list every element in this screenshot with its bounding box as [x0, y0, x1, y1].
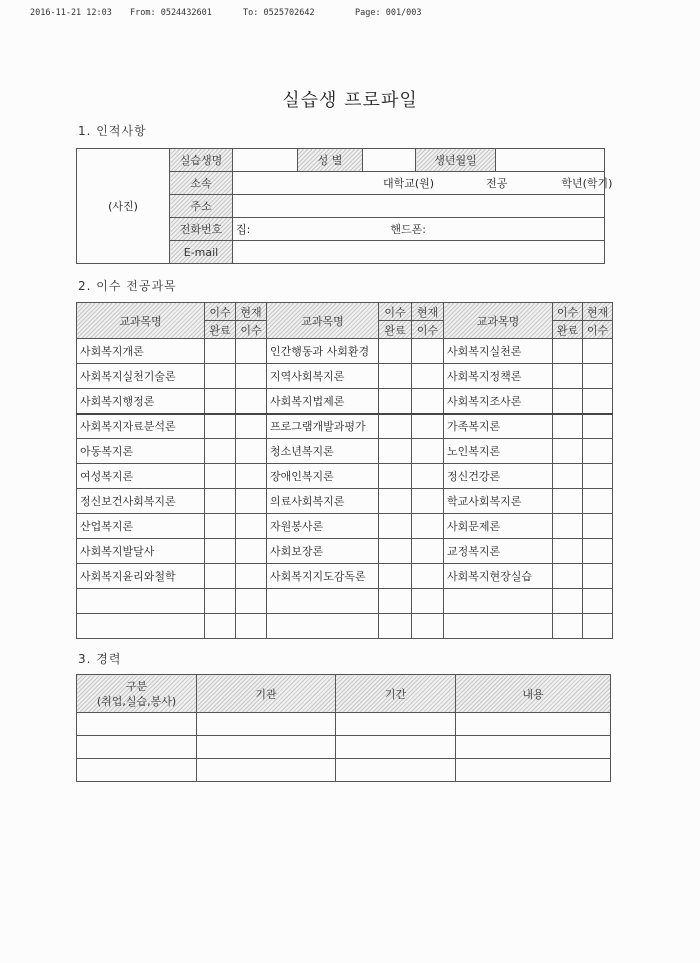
course-current-checkbox[interactable]: [412, 539, 444, 564]
course-done-checkbox[interactable]: [205, 389, 236, 414]
course-name: 정신건강론: [444, 464, 553, 489]
course-name: 사회복지실천론: [444, 339, 553, 364]
field-address[interactable]: [233, 195, 605, 218]
header-done-1: 이수: [205, 303, 236, 321]
course-current-checkbox[interactable]: [412, 414, 444, 439]
course-current-checkbox[interactable]: [412, 464, 444, 489]
course-name: [77, 614, 205, 639]
fax-from: From: 0524432601: [130, 8, 212, 18]
course-current-checkbox[interactable]: [236, 464, 267, 489]
course-current-checkbox[interactable]: [412, 514, 444, 539]
career-header-category: [77, 675, 197, 713]
section1-heading: 1. 인적사항: [78, 124, 147, 138]
header-done-sub-1: 완료: [205, 321, 236, 339]
course-name: 학교사회복지론: [444, 489, 553, 514]
course-name: [77, 589, 205, 614]
course-row: [77, 414, 613, 439]
course-name: [267, 589, 379, 614]
career-cell[interactable]: [336, 736, 456, 759]
course-name: 사회복지윤리와철학: [77, 564, 205, 589]
header-course-1: 교과목명: [77, 303, 205, 339]
course-current-checkbox[interactable]: [583, 614, 613, 639]
course-current-checkbox[interactable]: [236, 364, 267, 389]
course-current-checkbox[interactable]: [583, 464, 613, 489]
field-name[interactable]: [233, 149, 298, 172]
course-done-checkbox[interactable]: [205, 589, 236, 614]
fax-datetime: 2016-11-21 12:03: [30, 8, 112, 18]
career-cell[interactable]: [456, 759, 611, 782]
affiliation-major: 전공: [486, 177, 508, 190]
course-row: [77, 589, 613, 614]
course-done-checkbox[interactable]: [205, 614, 236, 639]
course-name: 프로그램개발과평가: [267, 414, 379, 439]
career-header-content: 내용: [456, 675, 611, 713]
label-birth: 생년월일: [416, 149, 496, 172]
career-cell[interactable]: [197, 713, 336, 736]
course-done-checkbox[interactable]: [379, 514, 412, 539]
course-name: 정신보건사회복지론: [77, 489, 205, 514]
course-done-checkbox[interactable]: [205, 414, 236, 439]
course-name: 노인복지론: [444, 439, 553, 464]
course-current-checkbox[interactable]: [412, 614, 444, 639]
course-name: 교정복지론: [444, 539, 553, 564]
course-done-checkbox[interactable]: [205, 564, 236, 589]
course-name: 여성복지론: [77, 464, 205, 489]
course-current-checkbox[interactable]: [583, 539, 613, 564]
field-birth[interactable]: [496, 149, 605, 172]
course-name: [444, 589, 553, 614]
course-done-checkbox[interactable]: [379, 464, 412, 489]
course-current-checkbox[interactable]: [236, 614, 267, 639]
career-header-period: 기간: [336, 675, 456, 713]
course-done-checkbox[interactable]: [553, 489, 583, 514]
label-name: 실습생명: [170, 149, 233, 172]
course-current-checkbox[interactable]: [583, 564, 613, 589]
course-name: 사회복지발달사: [77, 539, 205, 564]
course-done-checkbox[interactable]: [553, 339, 583, 364]
course-name: 사회복지개론: [77, 339, 205, 364]
course-current-checkbox[interactable]: [236, 589, 267, 614]
course-name: 사회복지정책론: [444, 364, 553, 389]
course-done-checkbox[interactable]: [379, 439, 412, 464]
header-current-3: 현재: [583, 303, 613, 321]
photo-placeholder: (사진): [108, 200, 138, 213]
career-cell[interactable]: [197, 736, 336, 759]
course-done-checkbox[interactable]: [379, 414, 412, 439]
field-gender[interactable]: [363, 149, 416, 172]
course-current-checkbox[interactable]: [412, 564, 444, 589]
course-current-checkbox[interactable]: [412, 489, 444, 514]
course-name: [267, 614, 379, 639]
course-current-checkbox[interactable]: [412, 339, 444, 364]
course-name: 사회보장론: [267, 539, 379, 564]
section2-heading: 2. 이수 전공과목: [78, 279, 177, 293]
course-done-checkbox[interactable]: [379, 364, 412, 389]
section3-heading: 3. 경력: [78, 652, 122, 666]
personal-info-table: [76, 148, 613, 264]
course-row: [77, 389, 613, 414]
course-name: [444, 614, 553, 639]
course-done-checkbox[interactable]: [205, 339, 236, 364]
course-done-checkbox[interactable]: [205, 439, 236, 464]
course-current-checkbox[interactable]: [236, 414, 267, 439]
course-done-checkbox[interactable]: [205, 489, 236, 514]
course-row: [77, 564, 613, 589]
career-cell[interactable]: [77, 713, 197, 736]
field-affiliation[interactable]: [233, 172, 613, 195]
course-row: [77, 539, 613, 564]
course-done-checkbox[interactable]: [379, 389, 412, 414]
fax-header: [0, 8, 700, 22]
course-row: [77, 464, 613, 489]
career-cell[interactable]: [456, 736, 611, 759]
course-current-checkbox[interactable]: [583, 414, 613, 439]
course-current-checkbox[interactable]: [236, 439, 267, 464]
course-name: 사회복지행정론: [77, 389, 205, 414]
header-current-2: 현재: [412, 303, 444, 321]
course-name: 장애인복지론: [267, 464, 379, 489]
course-current-checkbox[interactable]: [236, 514, 267, 539]
course-name: 산업복지론: [77, 514, 205, 539]
phone-mobile-label: 핸드폰:: [390, 223, 426, 236]
course-done-checkbox[interactable]: [205, 539, 236, 564]
course-done-checkbox[interactable]: [553, 614, 583, 639]
label-gender: 성 별: [298, 149, 363, 172]
course-done-checkbox[interactable]: [553, 514, 583, 539]
career-cell[interactable]: [456, 713, 611, 736]
career-category-bottom: (취업,실습,봉사): [96, 694, 177, 708]
career-cell[interactable]: [77, 759, 197, 782]
course-current-checkbox[interactable]: [583, 389, 613, 414]
course-done-checkbox[interactable]: [553, 539, 583, 564]
course-done-checkbox[interactable]: [205, 464, 236, 489]
course-name: 사회복지자료분석론: [77, 414, 205, 439]
course-done-checkbox[interactable]: [553, 564, 583, 589]
page-title: 실습생 프로파일: [282, 90, 418, 111]
label-phone: 전화번호: [170, 218, 233, 241]
label-affiliation: 소속: [170, 172, 233, 195]
header-current-sub-2: 이수: [412, 321, 444, 339]
course-name: 사회복지현장실습: [444, 564, 553, 589]
course-row: [77, 489, 613, 514]
course-current-checkbox[interactable]: [583, 589, 613, 614]
course-current-checkbox[interactable]: [583, 439, 613, 464]
course-done-checkbox[interactable]: [379, 489, 412, 514]
fax-to: To: 0525702642: [243, 8, 315, 18]
course-name: 인간행동과 사회환경: [267, 339, 379, 364]
course-name: 사회복지법제론: [267, 389, 379, 414]
course-name: 의료사회복지론: [267, 489, 379, 514]
field-phone[interactable]: [233, 218, 605, 241]
course-done-checkbox[interactable]: [379, 564, 412, 589]
course-current-checkbox[interactable]: [236, 489, 267, 514]
course-current-checkbox[interactable]: [236, 539, 267, 564]
course-done-checkbox[interactable]: [379, 589, 412, 614]
course-current-checkbox[interactable]: [583, 364, 613, 389]
course-done-checkbox[interactable]: [553, 389, 583, 414]
header-done-sub-2: 완료: [379, 321, 412, 339]
header-done-sub-3: 완료: [553, 321, 583, 339]
field-email[interactable]: [233, 241, 605, 264]
course-table: [76, 302, 613, 639]
career-cell[interactable]: [197, 759, 336, 782]
course-name: 사회복지지도감독론: [267, 564, 379, 589]
header-course-2: 교과목명: [267, 303, 379, 339]
course-name: 자원봉사론: [267, 514, 379, 539]
course-done-checkbox[interactable]: [553, 364, 583, 389]
career-cell[interactable]: [336, 713, 456, 736]
course-name: 가족복지론: [444, 414, 553, 439]
career-header-org: 기관: [197, 675, 336, 713]
course-current-checkbox[interactable]: [583, 514, 613, 539]
career-table: [76, 674, 611, 782]
course-done-checkbox[interactable]: [553, 589, 583, 614]
course-done-checkbox[interactable]: [379, 339, 412, 364]
label-address: 주소: [170, 195, 233, 218]
course-done-checkbox[interactable]: [553, 439, 583, 464]
course-done-checkbox[interactable]: [205, 514, 236, 539]
course-name: 사회복지조사론: [444, 389, 553, 414]
header-done-2: 이수: [379, 303, 412, 321]
fax-page: Page: 001/003: [355, 8, 422, 18]
affiliation-year: 학년(학기): [561, 177, 613, 190]
header-course-3: 교과목명: [444, 303, 553, 339]
course-current-checkbox[interactable]: [412, 364, 444, 389]
course-row: [77, 439, 613, 464]
course-done-checkbox[interactable]: [379, 614, 412, 639]
affiliation-university: 대학교(원): [383, 177, 435, 190]
course-name: 아동복지론: [77, 439, 205, 464]
course-name: 청소년복지론: [267, 439, 379, 464]
course-current-checkbox[interactable]: [236, 564, 267, 589]
course-name: 사회문제론: [444, 514, 553, 539]
career-cell[interactable]: [336, 759, 456, 782]
course-current-checkbox[interactable]: [236, 389, 267, 414]
header-current-sub-3: 이수: [583, 321, 613, 339]
course-row: [77, 339, 613, 364]
photo-cell: [77, 149, 170, 264]
course-name: 사회복지실천기술론: [77, 364, 205, 389]
course-current-checkbox[interactable]: [583, 339, 613, 364]
header-current-1: 현재: [236, 303, 267, 321]
course-done-checkbox[interactable]: [379, 539, 412, 564]
header-done-3: 이수: [553, 303, 583, 321]
course-row: [77, 514, 613, 539]
career-cell[interactable]: [77, 736, 197, 759]
course-done-checkbox[interactable]: [553, 414, 583, 439]
label-email: E-mail: [170, 241, 233, 264]
course-current-checkbox[interactable]: [412, 389, 444, 414]
course-name: 지역사회복지론: [267, 364, 379, 389]
phone-home-label: 집:: [236, 223, 251, 236]
course-done-checkbox[interactable]: [553, 464, 583, 489]
course-current-checkbox[interactable]: [412, 589, 444, 614]
career-category-top: 구분: [125, 679, 148, 693]
course-row: [77, 364, 613, 389]
course-current-checkbox[interactable]: [412, 439, 444, 464]
header-current-sub-1: 이수: [236, 321, 267, 339]
course-row: [77, 614, 613, 639]
course-current-checkbox[interactable]: [236, 339, 267, 364]
course-done-checkbox[interactable]: [205, 364, 236, 389]
course-current-checkbox[interactable]: [583, 489, 613, 514]
